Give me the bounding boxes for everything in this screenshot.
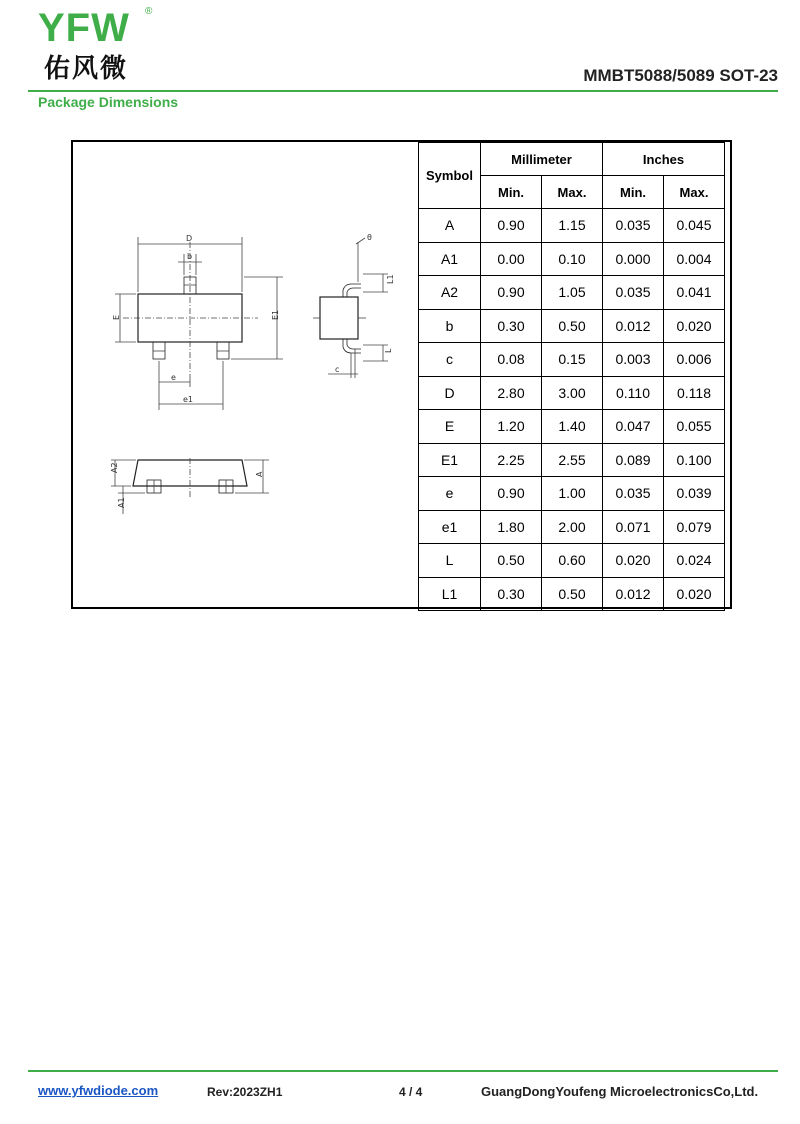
- footer-divider: [28, 1070, 778, 1072]
- cell-in-min: 0.071: [603, 510, 664, 544]
- section-title: Package Dimensions: [38, 94, 179, 110]
- cell-mm-min: 0.90: [481, 477, 542, 511]
- header-divider: [28, 90, 778, 92]
- package-outline-drawing: [73, 142, 418, 607]
- label-e1: e1: [183, 395, 194, 404]
- table-row: [419, 276, 725, 310]
- cell-mm-min: 0.90: [481, 276, 542, 310]
- header-in-min: Min.: [603, 176, 664, 209]
- cell-in-min: 0.089: [603, 443, 664, 477]
- cell-in-max: 0.055: [664, 410, 725, 444]
- logo-latin-text: YFW: [38, 6, 130, 50]
- cell-mm-min: 0.30: [481, 309, 542, 343]
- cell-mm-min: 1.20: [481, 410, 542, 444]
- header-in-max: Max.: [664, 176, 725, 209]
- cell-in-max: 0.039: [664, 477, 725, 511]
- header-mm-min: Min.: [481, 176, 542, 209]
- label-E: E: [112, 314, 121, 320]
- table-row: [419, 242, 725, 276]
- cell-mm-max: 0.50: [542, 577, 603, 611]
- cell-symbol: b: [419, 309, 481, 343]
- cell-in-max: 0.020: [664, 309, 725, 343]
- registered-mark: ®: [145, 6, 153, 17]
- cell-in-min: 0.000: [603, 242, 664, 276]
- header-millimeter: Millimeter: [481, 143, 603, 176]
- label-L: L: [384, 348, 393, 353]
- cell-in-min: 0.047: [603, 410, 664, 444]
- label-e: e: [171, 373, 176, 382]
- label-c: c: [335, 365, 340, 374]
- cell-mm-max: 0.60: [542, 544, 603, 578]
- cell-symbol: A: [419, 209, 481, 243]
- company-logo: [38, 8, 168, 88]
- cell-symbol: e: [419, 477, 481, 511]
- table-row: [419, 309, 725, 343]
- cell-in-max: 0.004: [664, 242, 725, 276]
- logo-chinese-text: 佑风微: [44, 54, 129, 84]
- cell-mm-max: 2.55: [542, 443, 603, 477]
- cell-in-max: 0.045: [664, 209, 725, 243]
- cell-in-min: 0.012: [603, 309, 664, 343]
- cell-mm-max: 1.15: [542, 209, 603, 243]
- cell-in-max: 0.020: [664, 577, 725, 611]
- cell-symbol: A2: [419, 276, 481, 310]
- label-A2: A2: [110, 462, 119, 473]
- cell-in-min: 0.110: [603, 376, 664, 410]
- label-E1: E1: [271, 309, 280, 320]
- cell-symbol: E: [419, 410, 481, 444]
- header-symbol: Symbol: [419, 143, 481, 209]
- cell-in-min: 0.020: [603, 544, 664, 578]
- cell-symbol: A1: [419, 242, 481, 276]
- cell-mm-max: 1.40: [542, 410, 603, 444]
- cell-symbol: c: [419, 343, 481, 377]
- header-mm-max: Max.: [542, 176, 603, 209]
- cell-in-min: 0.003: [603, 343, 664, 377]
- cell-mm-max: 1.00: [542, 477, 603, 511]
- cell-mm-min: 0.08: [481, 343, 542, 377]
- cell-mm-max: 0.10: [542, 242, 603, 276]
- package-dimensions-panel: [71, 140, 732, 609]
- cell-mm-max: 0.15: [542, 343, 603, 377]
- cell-in-max: 0.006: [664, 343, 725, 377]
- cell-symbol: E1: [419, 443, 481, 477]
- label-theta: θ: [367, 233, 372, 242]
- cell-mm-min: 1.80: [481, 510, 542, 544]
- company-name: GuangDongYoufeng MicroelectronicsCo,Ltd.: [481, 1084, 759, 1099]
- label-b: b: [187, 252, 193, 261]
- cell-mm-min: 2.80: [481, 376, 542, 410]
- cell-mm-min: 0.30: [481, 577, 542, 611]
- cell-symbol: L: [419, 544, 481, 578]
- header-inches: Inches: [603, 143, 725, 176]
- cell-in-min: 0.012: [603, 577, 664, 611]
- table-row: [419, 376, 725, 410]
- cell-mm-max: 3.00: [542, 376, 603, 410]
- cell-symbol: D: [419, 376, 481, 410]
- cell-mm-max: 1.05: [542, 276, 603, 310]
- table-row: [419, 410, 725, 444]
- cell-mm-max: 0.50: [542, 309, 603, 343]
- side-view-body: [320, 297, 358, 339]
- cell-symbol: L1: [419, 577, 481, 611]
- dimensions-table: [418, 142, 725, 611]
- table-row: [419, 510, 725, 544]
- cell-in-min: 0.035: [603, 209, 664, 243]
- website-link[interactable]: www.yfwdiode.com: [38, 1083, 159, 1098]
- label-L1: L1: [386, 274, 395, 284]
- table-row: [419, 209, 725, 243]
- cell-mm-max: 2.00: [542, 510, 603, 544]
- cell-in-max: 0.041: [664, 276, 725, 310]
- cell-mm-min: 2.25: [481, 443, 542, 477]
- page-number: 4 / 4: [399, 1085, 423, 1099]
- cell-mm-min: 0.90: [481, 209, 542, 243]
- cell-in-min: 0.035: [603, 276, 664, 310]
- table-row: [419, 577, 725, 611]
- label-D: D: [186, 234, 193, 243]
- label-A1: A1: [117, 497, 126, 508]
- cell-in-max: 0.024: [664, 544, 725, 578]
- cell-in-max: 0.100: [664, 443, 725, 477]
- table-body: [419, 209, 725, 611]
- revision-label: Rev:2023ZH1: [207, 1085, 283, 1099]
- cell-symbol: e1: [419, 510, 481, 544]
- table-row: [419, 477, 725, 511]
- cell-mm-min: 0.50: [481, 544, 542, 578]
- document-title: MMBT5088/5089 SOT-23: [583, 66, 778, 85]
- cell-in-max: 0.118: [664, 376, 725, 410]
- table-row: [419, 443, 725, 477]
- cell-mm-min: 0.00: [481, 242, 542, 276]
- cell-in-min: 0.035: [603, 477, 664, 511]
- table-row: [419, 343, 725, 377]
- label-A: A: [255, 471, 264, 477]
- cell-in-max: 0.079: [664, 510, 725, 544]
- table-row: [419, 544, 725, 578]
